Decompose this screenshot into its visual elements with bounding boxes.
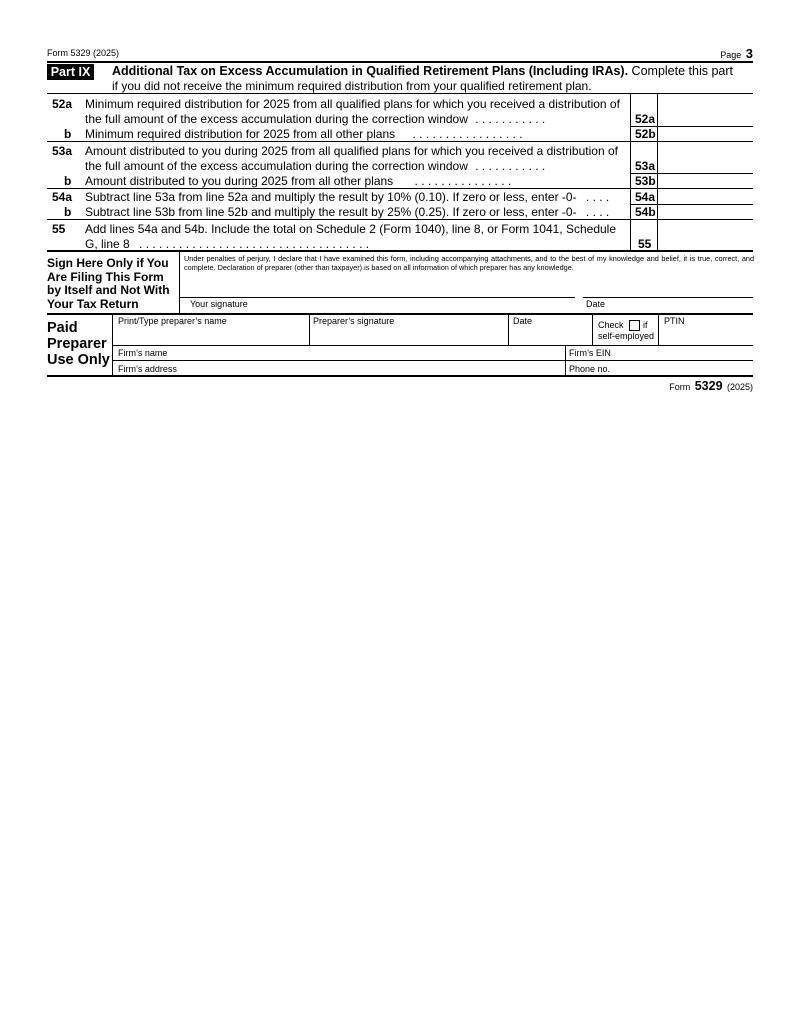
sign-heading-4: Your Tax Return — [47, 296, 139, 311]
ptin-field[interactable] — [660, 328, 753, 344]
line-53b-amount[interactable] — [658, 173, 753, 188]
ptin-label: PTIN — [664, 316, 685, 326]
line-53a-num: 53a — [52, 144, 73, 158]
line-53a-text2 — [85, 159, 545, 173]
line-54a-amount[interactable] — [658, 189, 753, 204]
line-55-num: 55 — [52, 222, 66, 236]
perjury-declaration: Under penalties of perjury, I declare that I have examined this form, including accompanying attachments, and to the best of my knowledge and belief, it is true, correct, and complete. Declaration of preparer (other than taxpayer) is based on all information of which preparer has any knowledge. — [184, 254, 754, 272]
line-52a-box-label: 52a — [635, 112, 656, 126]
part-title: Additional Tax on Excess Accumulation in Qualified Retirement Plans (Including IRAs). — [112, 64, 629, 78]
line-53b-text — [85, 174, 511, 188]
line-52b-label: Minimum required distribution for 2025 from all other plans — [85, 127, 396, 141]
part-title-row — [112, 64, 733, 78]
firm-ein-field[interactable] — [615, 346, 753, 360]
line-54a-dots: . . . . — [585, 190, 610, 204]
sign-divider — [179, 251, 180, 314]
self-employed-checkbox[interactable] — [629, 320, 640, 331]
phone-label: Phone no. — [569, 364, 611, 374]
line-55-text2-label: G, line 8 — [85, 237, 130, 251]
line-55-text2 — [85, 237, 369, 251]
rule-53b — [47, 188, 753, 189]
sign-heading-1: Sign Here Only if You — [47, 256, 169, 270]
line-54b-num: b — [64, 205, 72, 219]
page-label: Page — [720, 50, 742, 60]
preparer-date-field[interactable] — [510, 328, 590, 344]
sign-bottom-rule — [47, 313, 753, 315]
page-number-value: 3 — [745, 46, 753, 61]
your-signature-label: Your signature — [190, 299, 248, 309]
phone-field[interactable] — [615, 361, 753, 375]
firm-name-label: Firm’s name — [118, 348, 168, 358]
part-desc-1: Complete this part — [631, 64, 733, 78]
sign-heading-2: Are Filing This Form — [47, 269, 164, 284]
line-53a-amount[interactable] — [658, 157, 753, 173]
preparer-heading-2: Preparer — [47, 336, 107, 352]
line-52a-dots: . . . . . . . . . . . — [475, 112, 546, 126]
col-div-4 — [658, 314, 659, 345]
preparer-name-field[interactable] — [114, 328, 308, 344]
check-label: Check — [598, 320, 624, 330]
col-div-2 — [508, 314, 509, 345]
line-52b-box-label: 52b — [635, 127, 656, 141]
line-53b-dots: . . . . . . . . . . . . . . . — [414, 174, 512, 188]
part-desc-2: if you did not receive the minimum required distribution from your qualified retirement plan. — [112, 79, 592, 93]
form-bottom-rule — [47, 375, 753, 377]
preparer-heading-1: Paid — [47, 320, 78, 336]
sign-heading — [47, 257, 177, 311]
line-53a-dots: . . . . . . . . . . . — [475, 159, 546, 173]
line-52a-amount[interactable] — [658, 110, 753, 126]
line-52a-num: 52a — [52, 97, 73, 111]
rule-52b — [47, 141, 753, 142]
form-footer — [669, 377, 753, 395]
preparer-signature-label: Preparer’s signature — [313, 316, 395, 326]
footer-form-number: 5329 — [694, 379, 723, 393]
line-52b-text — [85, 127, 523, 141]
top-rule — [47, 61, 753, 63]
self-employed-label: self-employed — [598, 331, 655, 341]
sign-date-label: Date — [586, 299, 606, 309]
line-53b-label: Amount distributed to you during 2025 from all other plans — [85, 174, 394, 188]
footer-year: (2025) — [726, 382, 753, 392]
line-55-dots: . . . . . . . . . . . . . . . . . . . . . . . . . . . . . . . . . . . — [139, 237, 370, 251]
sign-date-field[interactable] — [585, 276, 753, 296]
your-signature-field[interactable] — [185, 276, 575, 296]
check-if-label: if — [643, 320, 648, 330]
part-rule — [47, 93, 753, 94]
firm-address-label: Firm’s address — [118, 364, 177, 374]
box-label-col-left — [630, 94, 631, 250]
col-div-3 — [592, 314, 593, 345]
footer-form-word: Form — [669, 382, 691, 392]
preparer-heading-3: Use Only — [47, 352, 110, 368]
line-55-amount[interactable] — [658, 235, 753, 250]
date-line — [583, 297, 753, 298]
firm-ein-label: Firm’s EIN — [569, 348, 611, 358]
preparer-date-label: Date — [513, 316, 533, 326]
line-53b-num: b — [64, 174, 72, 188]
line-53a-box-label: 53a — [635, 159, 656, 173]
line-52a-text2-label: the full amount of the excess accumulation during the correction window — [85, 112, 468, 126]
form-id-header: Form 5329 (2025) — [47, 48, 120, 58]
line-52b-dots: . . . . . . . . . . . . . . . . . — [412, 127, 523, 141]
line-55-text1: Add lines 54a and 54b. Include the total on Schedule 2 (Form 1040), line 8, or Form 1041, Schedule — [85, 222, 616, 236]
line-52a-text2 — [85, 112, 545, 126]
firm-address-field[interactable] — [182, 361, 562, 375]
preparer-heading — [47, 320, 110, 368]
line-54b-dots: . . . . — [585, 205, 610, 219]
line-55-box-label: 55 — [638, 237, 652, 251]
line-52b-num: b — [64, 127, 72, 141]
line-52b-amount[interactable] — [658, 126, 753, 141]
line-54a-num: 54a — [52, 190, 73, 204]
preparer-signature-field[interactable] — [311, 328, 507, 344]
sign-heading-3: by Itself and Not With — [47, 283, 170, 297]
rule-55 — [47, 250, 753, 252]
line-54b-amount[interactable] — [658, 204, 753, 219]
line-53a-text2-label: the full amount of the excess accumulation during the correction window — [85, 159, 468, 173]
line-53a-text1: Amount distributed to you during 2025 from all qualified plans for which you received a distribution of — [85, 144, 618, 158]
col-div-1 — [309, 314, 310, 345]
line-53b-box-label: 53b — [635, 174, 656, 188]
rule-54b — [47, 219, 753, 220]
part-label: Part IX — [47, 64, 94, 80]
firm-name-field[interactable] — [170, 346, 562, 360]
line-54b-box-label: 54b — [635, 205, 656, 219]
line-54a-box-label: 54a — [635, 190, 656, 204]
signature-line — [179, 297, 575, 298]
preparer-name-label: Print/Type preparer’s name — [118, 316, 227, 326]
line-54b-text — [85, 205, 609, 219]
line-52a-text1: Minimum required distribution for 2025 from all qualified plans for which you received a distribution of — [85, 97, 620, 111]
line-54a-text — [85, 190, 609, 204]
line-54b-label: Subtract line 53b from line 52b and multiply the result by 25% (0.25). If zero or less, enter -0- — [85, 205, 577, 219]
line-54a-label: Subtract line 53a from line 52a and multiply the result by 10% (0.10). If zero or less, enter -0- — [85, 190, 577, 204]
